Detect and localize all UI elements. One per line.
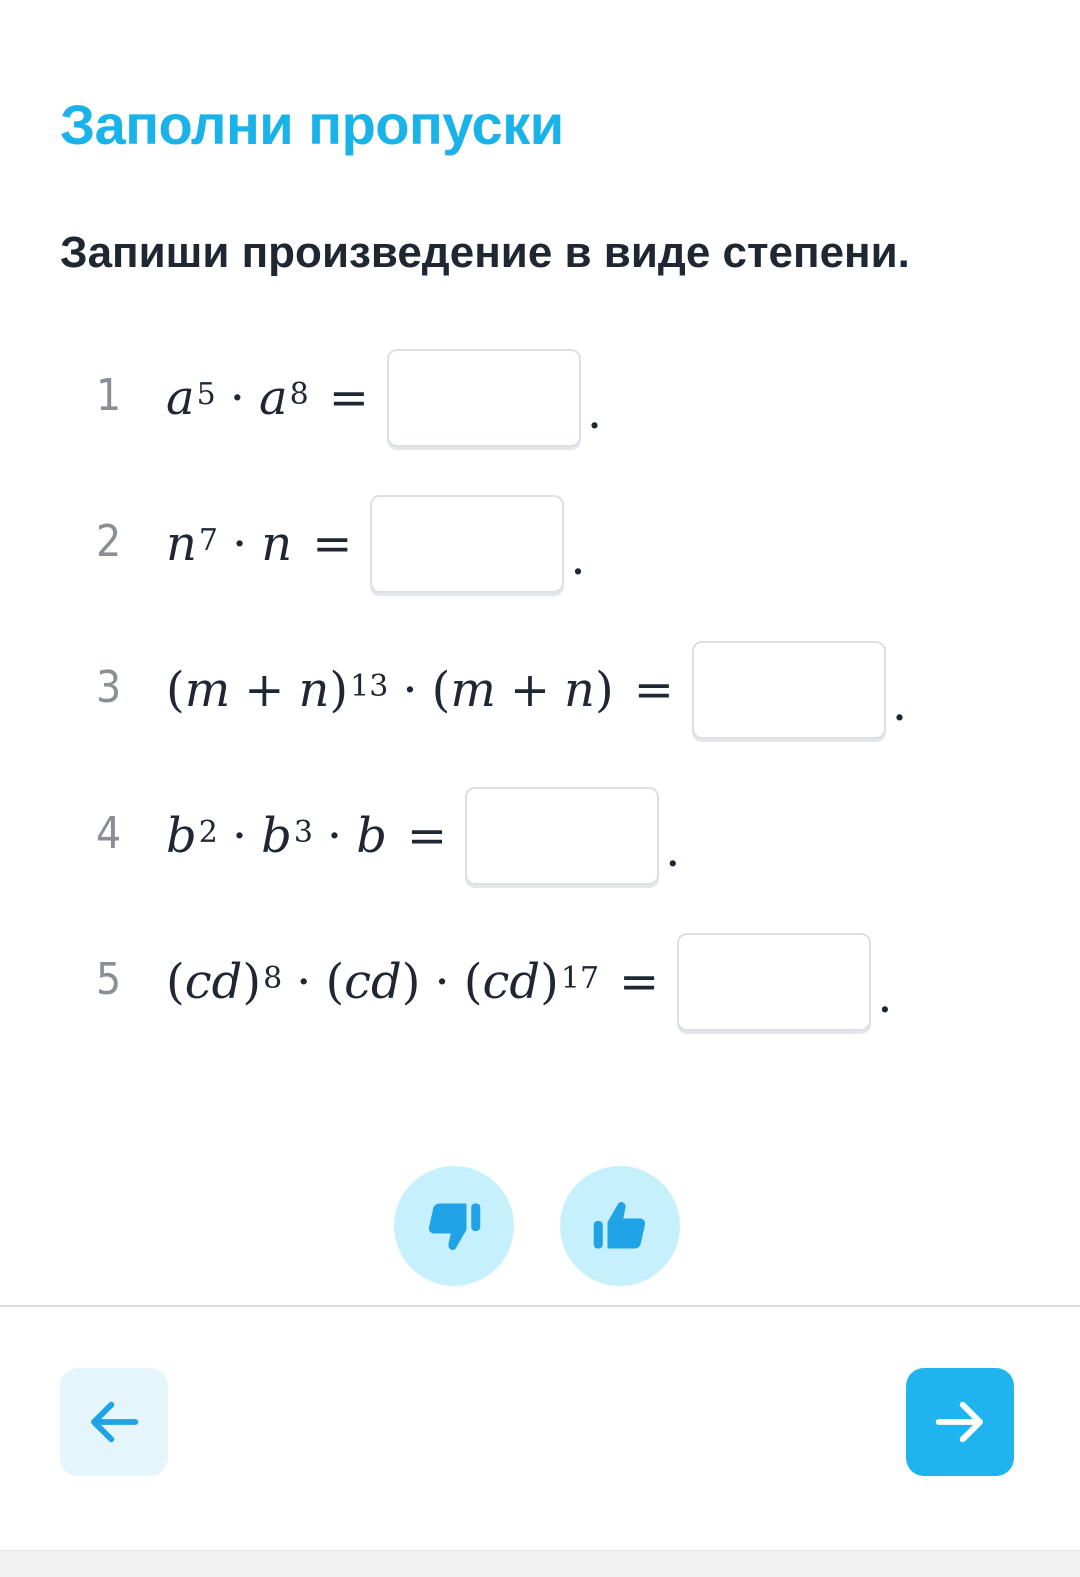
answer-input[interactable]: [465, 787, 659, 885]
task-item: [0, 348, 1080, 448]
task-number: 1: [96, 370, 122, 421]
thumbs-up-icon: [590, 1196, 650, 1256]
answer-input[interactable]: [370, 495, 564, 593]
prev-button[interactable]: [60, 1368, 168, 1476]
task-number: 3: [96, 662, 122, 713]
task-expression: ( m + n ) $^{13}$ · ( m + n ) = .: [166, 650, 907, 730]
thumbs-down-icon: [424, 1196, 484, 1256]
answer-input[interactable]: [677, 933, 871, 1031]
task-number: 5: [96, 954, 122, 1005]
answer-input[interactable]: [692, 641, 886, 739]
task-expression: b $^2$ · b $^3$ · b = .: [166, 796, 680, 876]
next-button[interactable]: [906, 1368, 1014, 1476]
page-title: Заполни пропуски: [60, 93, 564, 156]
task-item: [0, 932, 1080, 1032]
dislike-button[interactable]: [394, 1166, 514, 1286]
task-item: [0, 786, 1080, 886]
answer-input[interactable]: [387, 349, 581, 447]
task-number: 2: [96, 516, 122, 567]
arrow-left-icon: [82, 1390, 146, 1454]
like-button[interactable]: [560, 1166, 680, 1286]
system-bottom-bar: [0, 1550, 1080, 1577]
task-instruction: Запиши произведение в виде степени.: [60, 228, 910, 277]
task-expression: a $^5$ · a $^8$ = .: [166, 358, 602, 438]
arrow-right-icon: [928, 1390, 992, 1454]
task-item: [0, 640, 1080, 740]
task-number: 4: [96, 808, 122, 859]
divider: [0, 1305, 1080, 1307]
task-expression: n $^7$ · n = .: [166, 504, 586, 584]
task-item: [0, 494, 1080, 594]
task-expression: ( cd ) $^8$ · ( cd ) · ( cd ) $^{17}$ = .: [166, 942, 893, 1022]
